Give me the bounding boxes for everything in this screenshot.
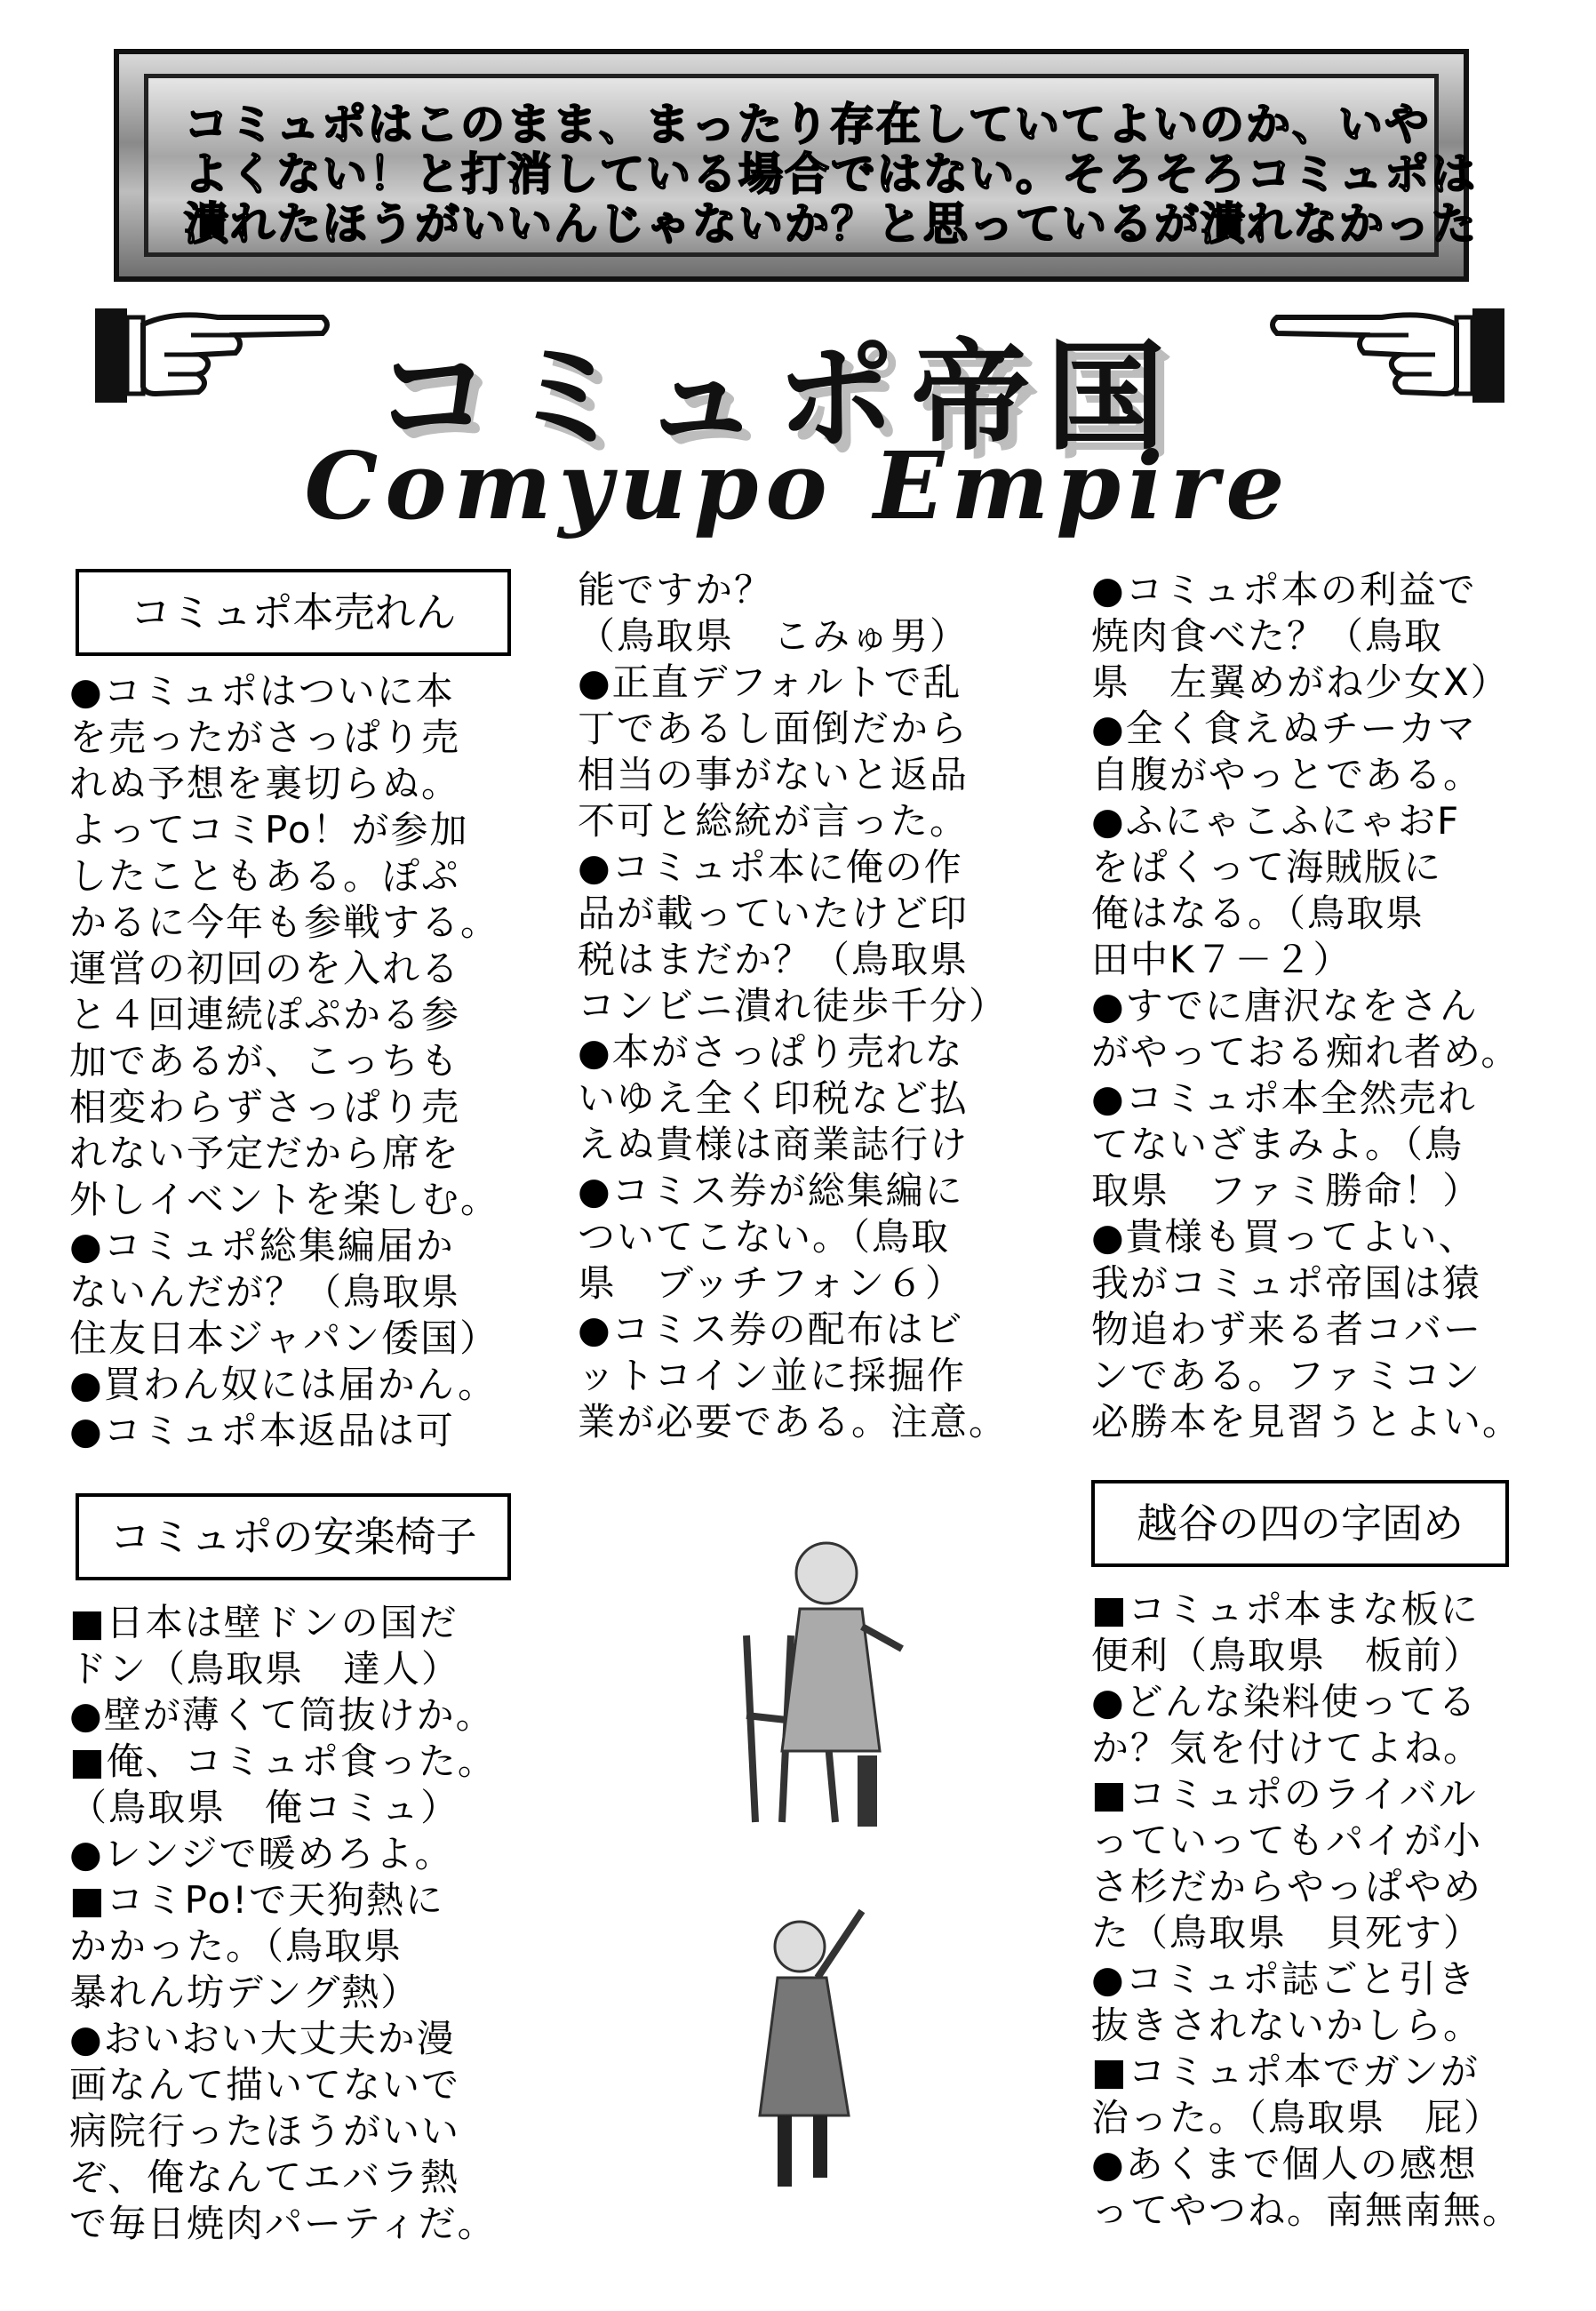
text-line: ■コミPo!で天狗熱に xyxy=(69,1878,445,1922)
banner-inner-panel xyxy=(144,74,1478,257)
text-line: 暴れん坊デング熱） xyxy=(69,1971,420,2014)
text-line: いゆえ全く印税など払 xyxy=(578,1076,970,1120)
text-line: よってコミPo！が参加 xyxy=(69,808,469,852)
text-line: えぬ貴様は商業誌行け xyxy=(578,1123,970,1166)
text-line: ●レンジで暖めろよ。 xyxy=(69,1832,454,1875)
text-line: ●ふにゃこふにゃおF xyxy=(1091,799,1461,843)
text-line: ●コミュポ総集編届か xyxy=(69,1224,455,1267)
text-line: 能ですか？ xyxy=(578,568,774,612)
text-line: 県 左翼めがね少女X） xyxy=(1091,660,1510,704)
text-line: ットコイン並に採掘作 xyxy=(578,1354,967,1397)
text-line: てないざまみよ。（鳥 xyxy=(1091,1123,1464,1166)
text-line: ●どんな染料使ってる xyxy=(1091,1680,1478,1723)
column-3-top xyxy=(1091,567,1521,1445)
text-line: コンビニ潰れ徒歩千分） xyxy=(578,984,1009,1028)
text-line: ってやつね。南無南無。 xyxy=(1091,2188,1522,2232)
text-line: 運営の初回のを入れる xyxy=(69,947,461,990)
dancing-maid-girl-figure xyxy=(729,1893,906,2213)
text-line: ■俺、コミュポ食った。 xyxy=(69,1739,497,1783)
text-line: 物追わず来る者コバー xyxy=(1091,1307,1483,1351)
section-title-box: コミュポ本売れん xyxy=(76,569,511,656)
text-line: 取県 ファミ勝命！） xyxy=(1091,1169,1482,1212)
text-line: かるに今年も参戦する。 xyxy=(69,900,500,944)
banner-line: よくない！と打消している場合ではない。そろそろコミュポは xyxy=(184,148,1477,200)
text-line: ●正直デフォルトで乱 xyxy=(578,660,962,704)
page-title: コミュポ帝国 xyxy=(373,328,1182,467)
page-subtitle: Comyupo Empire xyxy=(304,431,1292,540)
text-line: ●コミュポ本に俺の作 xyxy=(578,845,963,889)
column-3-bottom xyxy=(1091,1587,1521,2234)
text-line: 便利（鳥取県 板前） xyxy=(1091,1634,1483,1677)
text-line: た（鳥取県 貝死す） xyxy=(1091,1911,1483,1955)
text-line: 画なんて描いてないで xyxy=(69,2063,461,2107)
column-2 xyxy=(578,567,1008,1445)
text-line: ●すでに唐沢なをさん xyxy=(1091,984,1479,1028)
top-banner xyxy=(114,49,1478,282)
text-line: 品が載っていたけど印 xyxy=(578,892,970,935)
text-line: 住友日本ジャパン倭国） xyxy=(69,1316,499,1360)
text-line: 俺はなる。（鳥取県 xyxy=(1091,892,1425,935)
text-line: 相変わらずさっぱり売 xyxy=(69,1085,461,1129)
section-title-box: コミュポの安楽椅子 xyxy=(76,1493,511,1580)
text-line: ■日本は壁ドンの国だ xyxy=(69,1601,459,1644)
column-1-bottom xyxy=(69,1600,497,2247)
text-line: ●コミュポ本の利益で xyxy=(1091,568,1477,612)
text-line: （鳥取県 こみゅ男） xyxy=(578,614,970,658)
text-line: 焼肉食べた？（鳥取 xyxy=(1091,614,1444,658)
pointing-hand-right-icon xyxy=(93,298,333,413)
text-line: 治った。（鳥取県 屁） xyxy=(1091,2096,1504,2139)
text-line: 不可と総統が言った。 xyxy=(578,799,970,843)
text-line: さ杉だからやっぱやめ xyxy=(1091,1865,1483,1908)
text-line: 業が必要である。注意。 xyxy=(578,1400,1009,1443)
text-line: 田中K７－２） xyxy=(1091,938,1353,981)
column-1-top xyxy=(69,668,499,1454)
text-line: れない予定だから席を xyxy=(69,1132,461,1175)
text-line: ■コミュポ本でガンが xyxy=(1091,2050,1480,2093)
text-line: 税はまだか？（鳥取県 xyxy=(578,938,970,981)
pointing-hand-left-icon xyxy=(1266,298,1506,413)
text-line: ●コミス券が総集編に xyxy=(578,1169,964,1212)
text-line: 自腹がやっとである。 xyxy=(1091,753,1483,796)
text-line: ンである。ファミコン xyxy=(1091,1354,1482,1397)
text-line: ■コミュポ本まな板に xyxy=(1091,1587,1480,1631)
text-line: 我がコミュポ帝国は猿 xyxy=(1091,1261,1482,1305)
text-line: ●コミュポ本返品は可 xyxy=(69,1409,455,1452)
text-line: っていってもパイが小 xyxy=(1091,1819,1483,1862)
text-line: ●おいおい大丈夫か漫 xyxy=(69,2017,456,2060)
text-line: 外しイベントを楽しむ。 xyxy=(69,1178,500,1221)
text-line: したこともある。ぽぷ xyxy=(69,854,461,898)
text-line: 必勝本を見習うとよい。 xyxy=(1091,1400,1522,1443)
text-line: ついてこない。（鳥取 xyxy=(578,1215,951,1259)
section-title-box: 越谷の四の字固め xyxy=(1091,1480,1509,1567)
text-line: 相当の事がないと返品 xyxy=(578,753,970,796)
text-line: れぬ予想を裏切らぬ。 xyxy=(69,762,461,805)
banner-line: 潰れたほうがいいんじゃないか？と思っているが潰れなかった xyxy=(184,198,1478,250)
text-line: がやっておる痴れ者め。 xyxy=(1091,1030,1520,1074)
banner-line: コミュポはこのまま、まったり存在していてよいのか、いや xyxy=(184,99,1431,150)
text-line: をぱくって海賊版に xyxy=(1091,845,1443,889)
text-line: ●全く食えぬチーカマ xyxy=(1091,707,1477,750)
text-line: 抜きされないかしら。 xyxy=(1091,2003,1483,2047)
text-line: ●コミュポ本全然売れ xyxy=(1091,1076,1477,1120)
text-line: 加であるが、こっちも xyxy=(69,1039,460,1083)
text-line: 県 ブッチフォン６） xyxy=(578,1261,964,1305)
text-line: か？気を付けてよね。 xyxy=(1091,1726,1483,1770)
text-line: と４回連続ぽぷかる参 xyxy=(69,993,461,1036)
text-line: ●貴様も買ってよい、 xyxy=(1091,1215,1478,1259)
text-line: ●あくまで個人の感想 xyxy=(1091,2142,1478,2186)
seated-maid-girl-figure xyxy=(729,1529,906,1849)
text-line: ●コミュポはついに本 xyxy=(69,669,455,713)
text-line: ●コミュポ誌ごと引き xyxy=(1091,1957,1477,2001)
text-line: ●壁が薄くて筒抜けか。 xyxy=(69,1693,495,1737)
text-line: かかった。（鳥取県 xyxy=(69,1924,403,1968)
text-line: 病院行ったほうがいい xyxy=(69,2109,461,2153)
text-line: で毎日焼肉パーティだ。 xyxy=(69,2202,497,2245)
text-line: ■コミュポのライバル xyxy=(1091,1772,1478,1816)
text-line: 丁であるし面倒だから xyxy=(578,707,970,750)
text-line: （鳥取県 俺コミュ） xyxy=(69,1786,460,1829)
text-line: ドン（鳥取県 達人） xyxy=(69,1647,461,1691)
text-line: ●コミス券の配布はビ xyxy=(578,1307,964,1351)
text-line: ぞ、俺なんてエバラ熱 xyxy=(69,2155,460,2199)
text-line: ●買わん奴には届かん。 xyxy=(69,1363,498,1406)
text-line: ●本がさっぱり売れな xyxy=(578,1030,964,1074)
text-line: ないんだが？（鳥取県 xyxy=(69,1270,461,1314)
text-line: を売ったがさっぱり売 xyxy=(69,716,461,759)
